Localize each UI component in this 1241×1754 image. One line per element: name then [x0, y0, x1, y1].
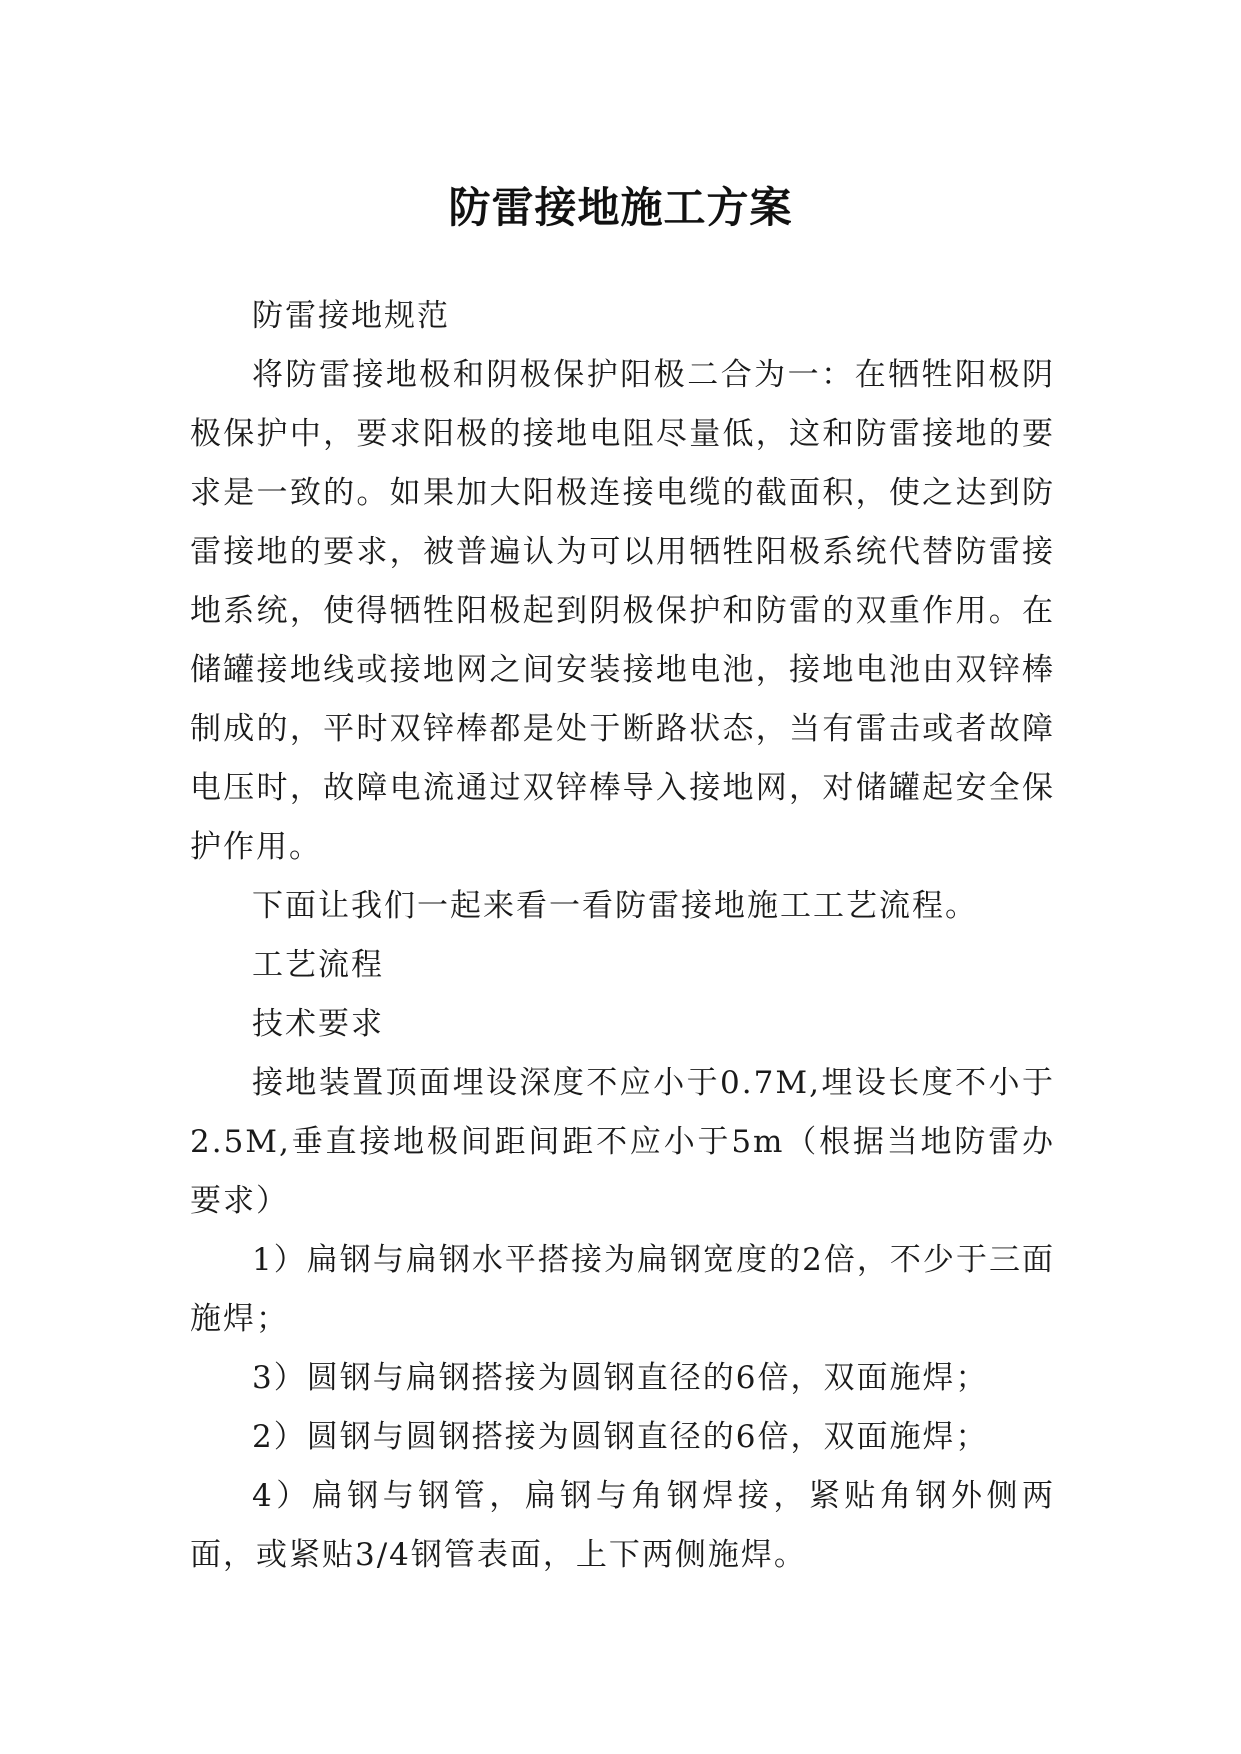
list-item-1: 1）扁钢与扁钢水平搭接为扁钢宽度的2倍，不少于三面施焊； — [190, 1242, 1055, 1337]
paragraph-intro-process: 下面让我们一起来看一看防雷接地施工工艺流程。 — [252, 888, 978, 924]
paragraph-burial-depth: 接地装置顶面埋设深度不应小于0.7M,埋设长度不小于2.5M,垂直接地极间距间距不应小于5m（根据当地防雷办要求） — [190, 1065, 1055, 1219]
paragraph-anode-grounding: 将防雷接地极和阴极保护阳极二合为一：在牺牲阳极阴极保护中，要求阳极的接地电阻尽量低，这和防雷接地的要求是一致的。如果加大阳极连接电缆的截面积，使之达到防雷接地的要求，被普遍认为可以用牺牲阳极系统代替防雷接地系统，使得牺牲阳极起到阴极保护和防雷的双重作用。在储罐接地线或接地网之间安装接地电池，接地电池由双锌棒制成的，平时双锌棒都是处于断路状态，当有雷击或者故障电压时，故障电流通过双锌棒导入接地网，对储罐起安全保护作用。 — [190, 357, 1055, 865]
list-item-4: 4）扁钢与钢管，扁钢与角钢焊接，紧贴角钢外侧两面，或紧贴3/4钢管表面，上下两侧施焊。 — [190, 1478, 1055, 1573]
section-heading-lightning-grounding-spec: 防雷接地规范 — [252, 298, 450, 334]
document-body — [190, 287, 1055, 1585]
document-title: 防雷接地施工方案 — [448, 183, 793, 233]
list-item-2: 2）圆钢与圆钢搭接为圆钢直径的6倍，双面施焊； — [252, 1419, 989, 1455]
list-item-3: 3）圆钢与扁钢搭接为圆钢直径的6倍，双面施焊； — [252, 1360, 989, 1396]
section-heading-technical-requirements: 技术要求 — [252, 1006, 384, 1042]
section-heading-process-flow: 工艺流程 — [252, 947, 384, 983]
